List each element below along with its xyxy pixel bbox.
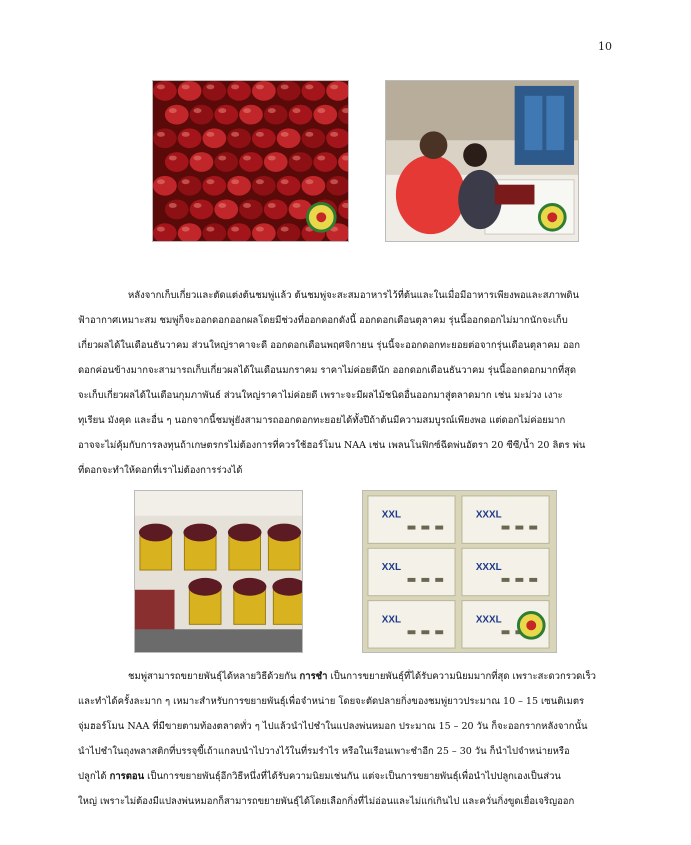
- watermark-logo: [539, 204, 565, 230]
- text-line: จะเก็บเกี่ยวผลได้ในเดือนกุมภาพันธ์ ส่วนใหญ่ราคาไม่ค่อยดี เพราะจะมีผลไม้ชนิดอื่นออกมาสู่ตลาดมาก เช่น มะม่วง เงาะ: [78, 390, 563, 401]
- fruit-baskets-photo: [134, 490, 303, 653]
- text-line: ที่ดอกจะทำให้ดอกที่เราไม่ต้องการร่วงได้: [78, 465, 243, 476]
- text-line: ทุเรียน มังคุด และอื่น ๆ นอกจากนี้ชมพู่ยังสามารถออกดอกทะยอยได้ทั้งปีถ้าต้นมีความสมบูรณ์เพียงพอ แต่ดอกไม่ค่อยมาก: [78, 415, 566, 426]
- paragraph-propagation: [78, 664, 612, 814]
- paragraph-harvest-season: [78, 283, 612, 483]
- box-label: XXXL: [475, 562, 502, 574]
- box-label: XXXL: [475, 614, 502, 626]
- box-label: XXXL: [475, 509, 502, 521]
- text-line: และทำได้ครั้งละมาก ๆ เหมาะสำหรับการขยายพันธุ์เพื่อจำหน่าย โดยจะตัดปลายกิ่งของชมพู่ยาวประมาณ 10 – 15 เซนติเมตร: [78, 696, 585, 707]
- page-number: 10: [598, 40, 612, 53]
- rose-apples-heap-photo: [152, 80, 349, 242]
- text-line: ฟ้าอากาศเหมาะสม ชมพู่ก็จะออกดอกออกผลโดยมีช่วงที่ออกดอกดังนี้ ออกดอกเดือนตุลาคม รุ่นนี้ออกดอกไม่มากนักจะเก็บ: [78, 315, 568, 326]
- text-line: ดอกค่อนข้างมากจะสามารถเก็บเกี่ยวผลได้ในเดือนมกราคม ราคาไม่ค่อยดีนัก ออกดอกเดือนธันวาคม รุ่นนี้ออกดอกมากที่สุด: [78, 365, 577, 376]
- text-line: นำไปชำในถุงพลาสติกที่บรรจุขี้เถ้าแกลบนำไปวางไว้ในที่รมรำไร หรือในเรือนเพาะชำอีก 25 – 30 วัน ก็นำไปจำหน่ายหรือ: [78, 746, 570, 757]
- text-line: ใหญ่ เพราะไม่ต้องมีแปลงพ่นหมอกก็สามารถขยายพันธุ์ได้โดยเลือกกิ่งที่ไม่อ่อนและไม่แก่เกินไป และควั่นกิ่งขูดเยื่อเจริญออก: [78, 796, 575, 807]
- text-line: ชมพู่สามารถขยายพันธุ์ได้หลายวิธีด้วยกัน การชำ เป็นการขยายพันธุ์ที่ได้รับความนิยมมากที่สุด เพราะสะดวกรวดเร็ว: [128, 671, 597, 682]
- box-label: XXL: [381, 614, 402, 626]
- text-line: หลังจากเก็บเกี่ยวและตัดแต่งต้นชมพู่แล้ว ต้นชมพู่จะสะสมอาหารไว้ที่ต้นและในเมื่อมีอาหารเพียงพอและสภาพดิน: [128, 290, 580, 301]
- text-line: ปลูกได้ การตอน เป็นการขยายพันธุ์อีกวิธีหนึ่งที่ได้รับความนิยมเช่นกัน แต่จะเป็นการขยายพันธุ์เพื่อนำไปปลูกเองเป็นส่วน: [78, 771, 561, 782]
- text-line: จุ่มฮอร์โมน NAA ที่มีขายตามท้องตลาดทั่ว ๆ ไปแล้วนำไปชำในแปลงพ่นหมอก ประมาณ 15 – 20 วัน ก็จะออกรากหลังจากนั้น: [78, 721, 588, 732]
- box-label: XXL: [381, 562, 402, 574]
- watermark-logo: [518, 612, 544, 638]
- watermark-logo: [307, 203, 335, 231]
- workers-packing-photo: [385, 80, 579, 242]
- box-label: XXL: [381, 509, 402, 521]
- text-line: อาจจะไม่คุ้มกับการลงทุนถ้าเกษตรกรไม่ต้องการที่ควรใช้ฮอร์โมน NAA เช่น เพลนโนฟิกซ์ฉีดพ่นอัตรา 20 ซีซี/น้ำ 20 ลิตร พ่น: [78, 440, 586, 451]
- text-line: เกี่ยวผลได้ในเดือนธันวาคม ส่วนใหญ่ราคาจะดี ออกดอกเดือนพฤศจิกายน รุ่นนี้จะออกดอกทะยอยต่อจากรุ่นเดือนตุลาคม ออก: [78, 340, 580, 351]
- xxl-boxes-photo: [362, 490, 557, 653]
